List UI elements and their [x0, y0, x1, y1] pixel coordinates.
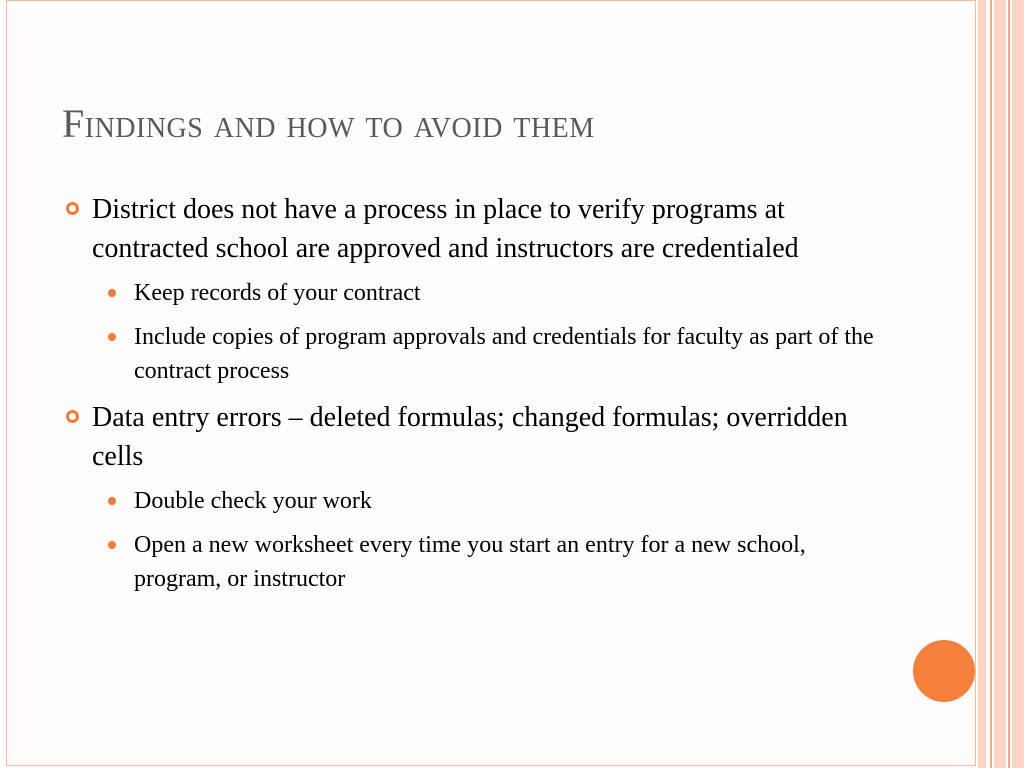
bullet-item	[62, 190, 882, 268]
sub-bullet-text: Keep records of your contract	[134, 280, 421, 306]
sub-bullet-text: Double check your work	[134, 488, 372, 514]
sub-bullet-list	[62, 276, 882, 388]
decor-line-2	[1008, 0, 1010, 768]
filled-circle-icon	[108, 497, 116, 505]
bullet-text: Data entry errors – deleted formulas; changed formulas; overridden cells	[92, 402, 848, 472]
sub-bullet-list	[62, 484, 882, 596]
orange-circle-icon	[913, 640, 975, 702]
filled-circle-icon	[108, 333, 116, 341]
sub-bullet-item	[62, 276, 882, 310]
hollow-circle-icon	[66, 202, 79, 215]
bullet-text: District does not have a process in place to verify programs at contracted school are approved and instructors are credentialed	[92, 194, 799, 264]
decor-line-1	[990, 0, 992, 768]
sub-bullet-item	[62, 528, 882, 596]
bullet-item	[62, 398, 882, 476]
decor-stripe-1	[978, 0, 986, 768]
sub-bullet-text: Open a new worksheet every time you start an entry for a new school, program, or instructor	[134, 532, 806, 592]
slide-title: Findings and how to avoid them	[62, 101, 595, 146]
sub-bullet-item	[62, 484, 882, 518]
sub-bullet-text: Include copies of program approvals and credentials for faculty as part of the contract process	[134, 324, 874, 384]
sub-bullet-item	[62, 320, 882, 388]
decor-stripe-3	[1012, 0, 1024, 768]
decor-stripe-2	[994, 0, 1006, 768]
hollow-circle-icon	[66, 410, 79, 423]
filled-circle-icon	[108, 541, 116, 549]
filled-circle-icon	[108, 289, 116, 297]
bullet-list	[62, 190, 882, 606]
